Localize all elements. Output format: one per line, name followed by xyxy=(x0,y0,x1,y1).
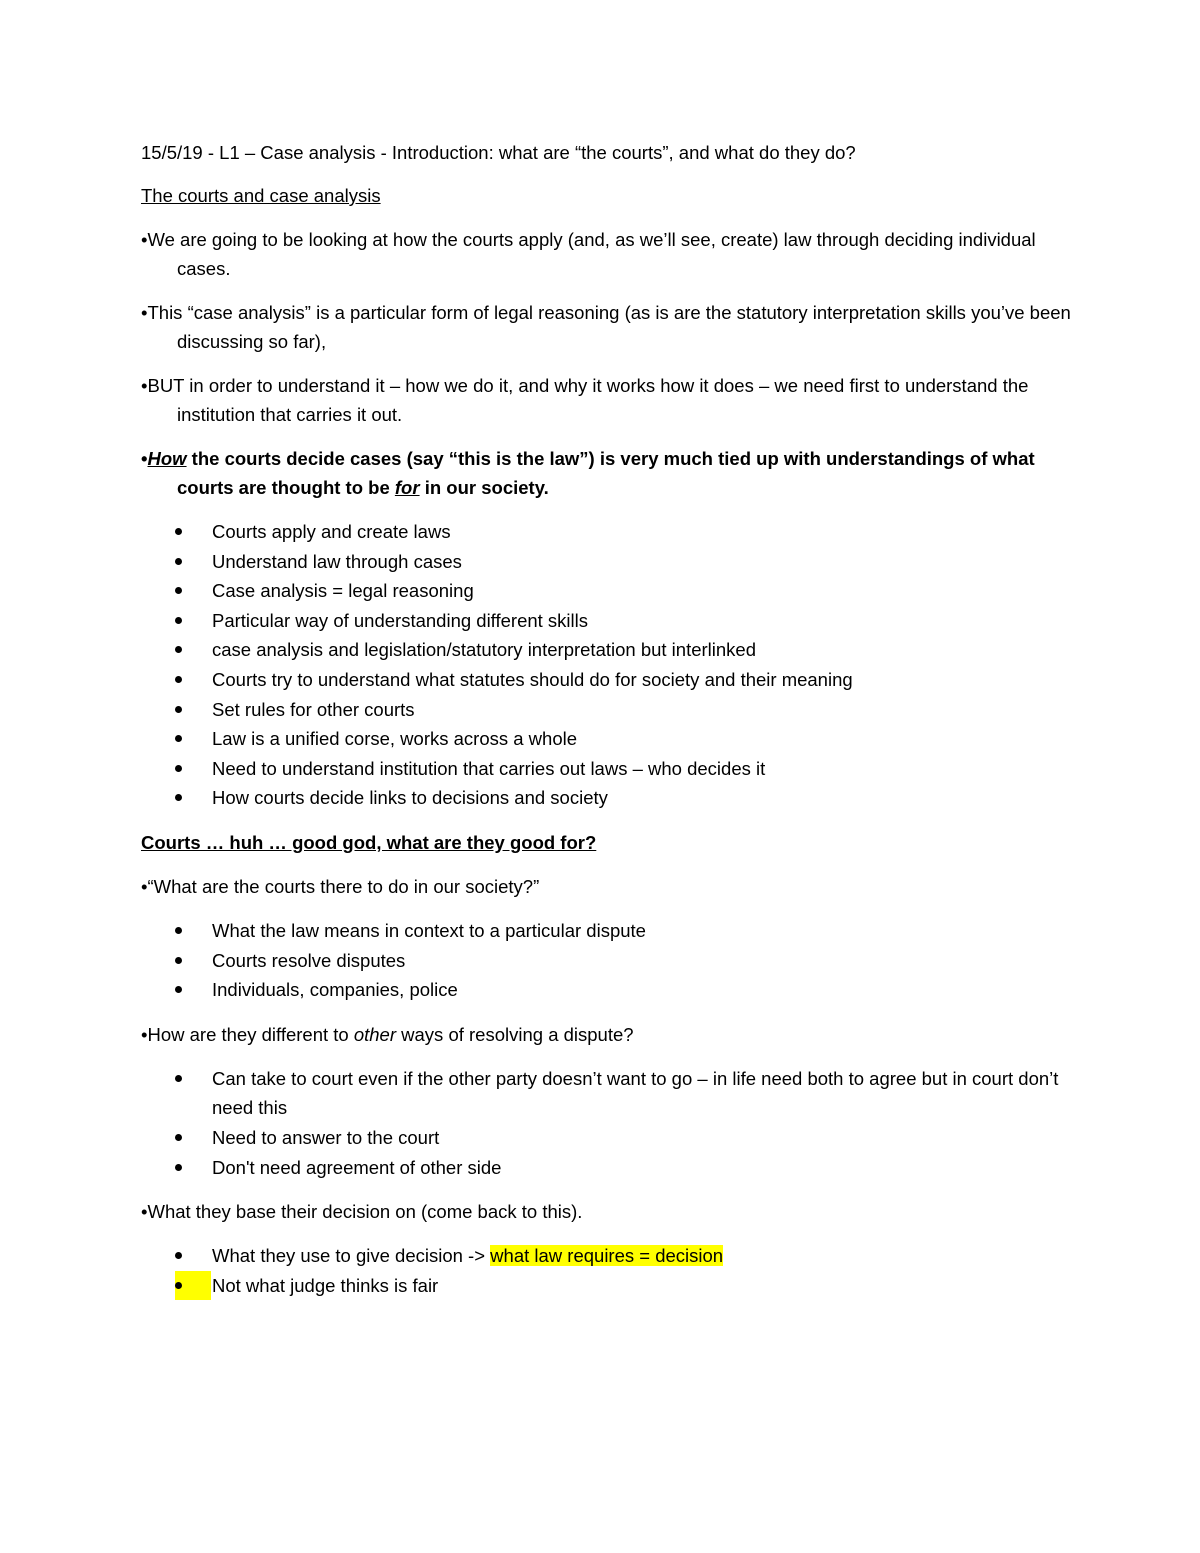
list-item-text: Law is a unified corse, works across a whole xyxy=(212,728,578,750)
section-heading-good-for: Courts … huh … good god, what are they good for? xyxy=(141,831,597,853)
list-item-text: Courts apply and create laws xyxy=(212,521,451,542)
list-item xyxy=(141,783,1071,813)
list-item xyxy=(141,946,1071,976)
list-item xyxy=(141,695,1071,725)
list-item xyxy=(141,576,1071,606)
list-item xyxy=(141,665,1071,695)
list-item xyxy=(141,754,1071,784)
list-item-text: Case analysis = legal reasoning xyxy=(212,580,474,602)
list-item-text: Particular way of understanding different skills xyxy=(212,609,589,631)
list-item-text: How courts decide links to decisions and society xyxy=(212,787,608,809)
document-page xyxy=(141,138,1071,1315)
list-item xyxy=(141,606,1071,636)
notes-list-courts xyxy=(141,517,1071,813)
question-how-different xyxy=(141,1020,1071,1049)
list-item xyxy=(141,916,1071,946)
list-item-text: What the law means in context to a particular dispute xyxy=(212,919,646,941)
list-item xyxy=(141,635,1071,665)
section-heading-courts-case-analysis: The courts and case analysis xyxy=(141,185,381,206)
list-item xyxy=(141,724,1071,754)
list-item-text: Understand law through cases xyxy=(212,550,462,572)
list-item-text: What they use to give decision -> xyxy=(212,1245,491,1267)
emphasis-other: other xyxy=(353,1023,397,1045)
bullet-glyph: • xyxy=(141,448,148,469)
paragraph-how-courts-decide xyxy=(141,444,1071,502)
list-item-text: Courts resolve disputes xyxy=(212,949,406,971)
emphasis-for: for xyxy=(394,477,420,498)
list-item-text: Not what judge thinks is fair xyxy=(212,1274,439,1296)
list-item-text: Don't need agreement of other side xyxy=(212,1156,502,1178)
question-how-different-start: •How are they different to xyxy=(141,1023,354,1045)
question-courts-purpose: •“What are the courts there to do in our society?” xyxy=(141,875,540,897)
list-item xyxy=(141,1153,1071,1183)
lecture-title: 15/5/19 - L1 – Case analysis - Introduction: what are “the courts”, and what do they do? xyxy=(141,142,856,163)
list-item-text: Can take to court even if the other party doesn’t want to go – in life need both to agree but in court don’t need this xyxy=(212,1067,1059,1119)
list-item xyxy=(141,547,1071,577)
list-item-text: Need to understand institution that carries out laws – who decides it xyxy=(212,757,766,779)
paragraph-understand-institution: •BUT in order to understand it – how we do it, and why it works how it does – we need first to understand the institution that carries it out. xyxy=(141,375,1029,425)
list-item xyxy=(141,975,1071,1005)
highlighted-text: what law requires = decision xyxy=(490,1245,724,1267)
list-item xyxy=(141,517,1071,547)
list-item-text: Individuals, companies, police xyxy=(212,979,458,1001)
question-how-different-end: ways of resolving a dispute? xyxy=(396,1023,634,1045)
list-item-text: case analysis and legislation/statutory interpretation but interlinked xyxy=(212,639,757,661)
list-item-text: Need to answer to the court xyxy=(212,1126,440,1148)
highlighted-bullet-dot-icon xyxy=(175,1271,211,1301)
paragraph-how-mid: the courts decide cases (say “this is the law”) is very much tied up with understandings of what courts are thought to be xyxy=(177,448,1035,498)
list-item xyxy=(141,1123,1071,1153)
list-item-text: Set rules for other courts xyxy=(212,698,415,720)
list-item-text: Courts try to understand what statutes should do for society and their meaning xyxy=(212,668,853,690)
list-item xyxy=(141,1271,1071,1301)
notes-list-purpose xyxy=(141,916,1071,1005)
emphasis-how: How xyxy=(147,448,187,469)
question-decision-basis: •What they base their decision on (come back to this). xyxy=(141,1201,583,1223)
list-item xyxy=(141,1064,1071,1123)
paragraph-looking-at-courts: •We are going to be looking at how the courts apply (and, as we’ll see, create) law through deciding individual cases. xyxy=(141,229,1036,279)
notes-list-decision xyxy=(141,1241,1071,1300)
paragraph-case-analysis-form: •This “case analysis” is a particular form of legal reasoning (as is are the statutory interpretation skills you’ve been discussing so far), xyxy=(141,302,1071,352)
list-item xyxy=(141,1241,1071,1271)
notes-list-different xyxy=(141,1064,1071,1182)
paragraph-how-end: in our society. xyxy=(419,477,549,498)
